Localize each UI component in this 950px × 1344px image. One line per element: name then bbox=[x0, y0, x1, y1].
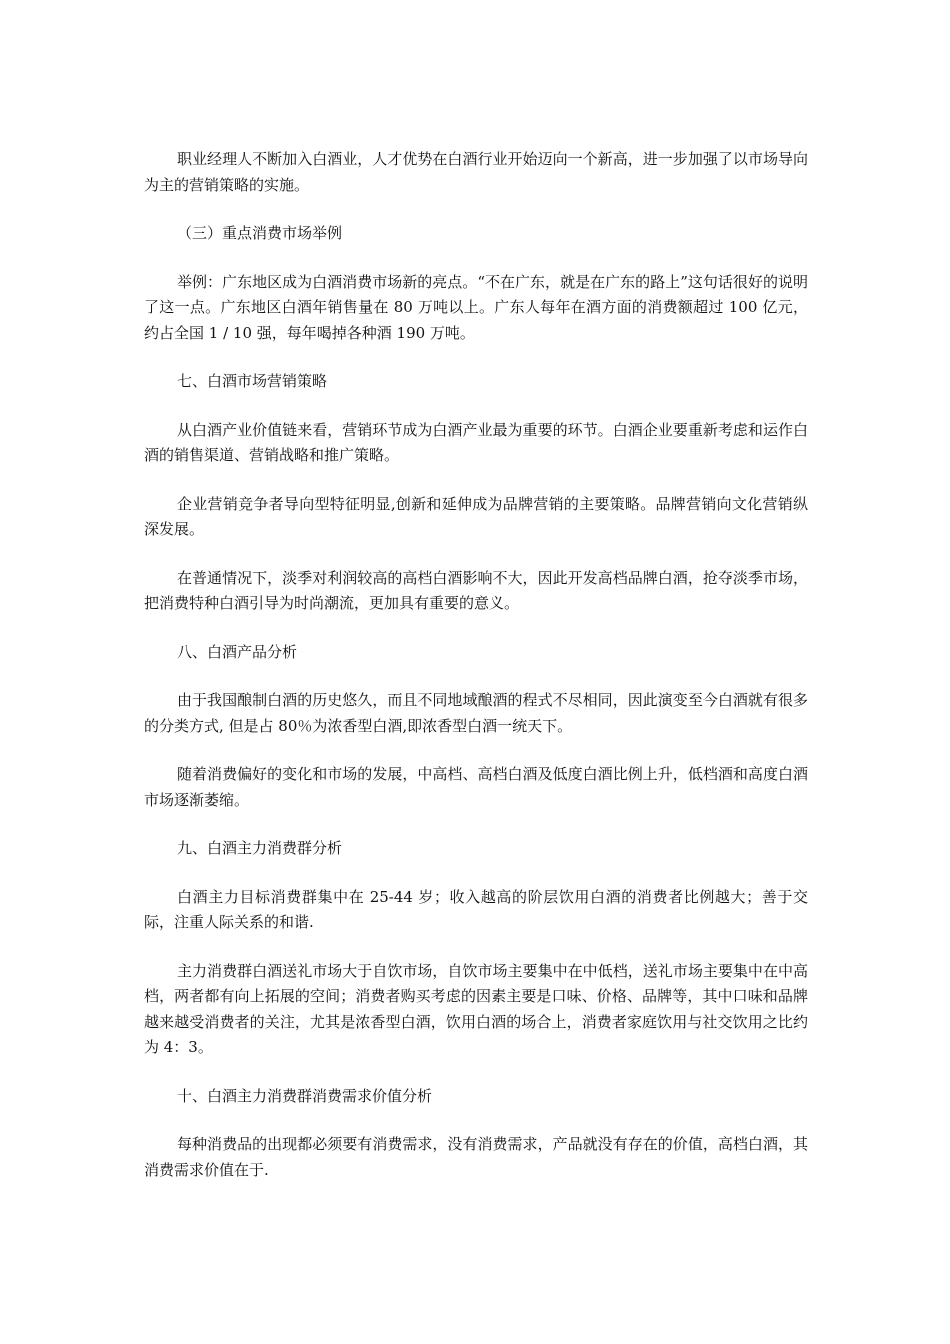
paragraph-guangdong-example: 举例：广东地区成为白酒消费市场新的亮点。“不在广东，就是在广东的路上”这句话很好的说明了这一点。广东地区白酒年销售量在 80 万吨以上。广东人每年在酒方面的消费额超过 100 亿元，约占全国 1 / 10 强，每年喝掉各种酒 190 万吨。 bbox=[144, 272, 808, 342]
paragraph-product-history: 由于我国酿制白酒的历史悠久，而且不同地域酿酒的程式不尽相同，因此演变至今白酒就有很多的分类方式, 但是占 80％为浓香型白酒,即浓香型白酒一统天下。 bbox=[144, 691, 808, 735]
paragraph-demand-value: 每种消费品的出现都必须要有消费需求，没有消费需求，产品就没有存在的价值，高档白酒，其消费需求价值在于. bbox=[144, 1135, 808, 1179]
section-heading-marketing-strategy: 七、白酒市场营销策略 bbox=[177, 372, 328, 390]
paragraph-talent: 职业经理人不断加入白酒业，人才优势在白酒行业开始迈向一个新高，进一步加强了以市场导向为主的营销策略的实施。 bbox=[144, 150, 808, 194]
section-heading-product-analysis: 八、白酒产品分析 bbox=[177, 642, 298, 661]
paragraph-gift-market: 主力消费群白酒送礼市场大于自饮市场，自饮市场主要集中在中低档，送礼市场主要集中在中高档，两者都有向上拓展的空间；消费者购买考虑的因素主要是口味、价格、品牌等，其中口味和品牌越来越受消费者的关注，尤其是浓香型白酒，饮用白酒的场合上，消费者家庭饮用与社交饮用之比约为 4：3。 bbox=[144, 961, 808, 1056]
section-heading-demand-value: 十、白酒主力消费群消费需求价值分析 bbox=[177, 1086, 433, 1105]
paragraph-value-chain: 从白酒产业价值链来看，营销环节成为白酒产业最为重要的环节。白酒企业要重新考虑和运作白酒的销售渠道、营销战略和推广策略。 bbox=[144, 420, 808, 464]
paragraph-off-season: 在普通情况下，淡季对利润较高的高档白酒影响不大，因此开发高档品牌白酒，抢夺淡季市场，把消费特种白酒引导为时尚潮流，更加具有重要的意义。 bbox=[144, 568, 808, 612]
paragraph-competitor-orientation: 企业营销竞争者导向型特征明显,创新和延伸成为品牌营销的主要策略。品牌营销向文化营销纵深发展。 bbox=[144, 494, 808, 538]
paragraph-target-consumers: 白酒主力目标消费群集中在 25-44 岁；收入越高的阶层饮用白酒的消费者比例越大；善于交际，注重人际关系的和谐. bbox=[144, 887, 808, 931]
document-body bbox=[144, 147, 808, 1206]
section-heading-consumer-groups: 九、白酒主力消费群分析 bbox=[177, 839, 343, 857]
section-heading-key-markets: （三）重点消费市场举例 bbox=[177, 224, 343, 242]
paragraph-consumption-preference: 随着消费偏好的变化和市场的发展，中高档、高档白酒及低度白酒比例上升，低档酒和高度白酒市场逐渐萎缩。 bbox=[144, 765, 808, 809]
